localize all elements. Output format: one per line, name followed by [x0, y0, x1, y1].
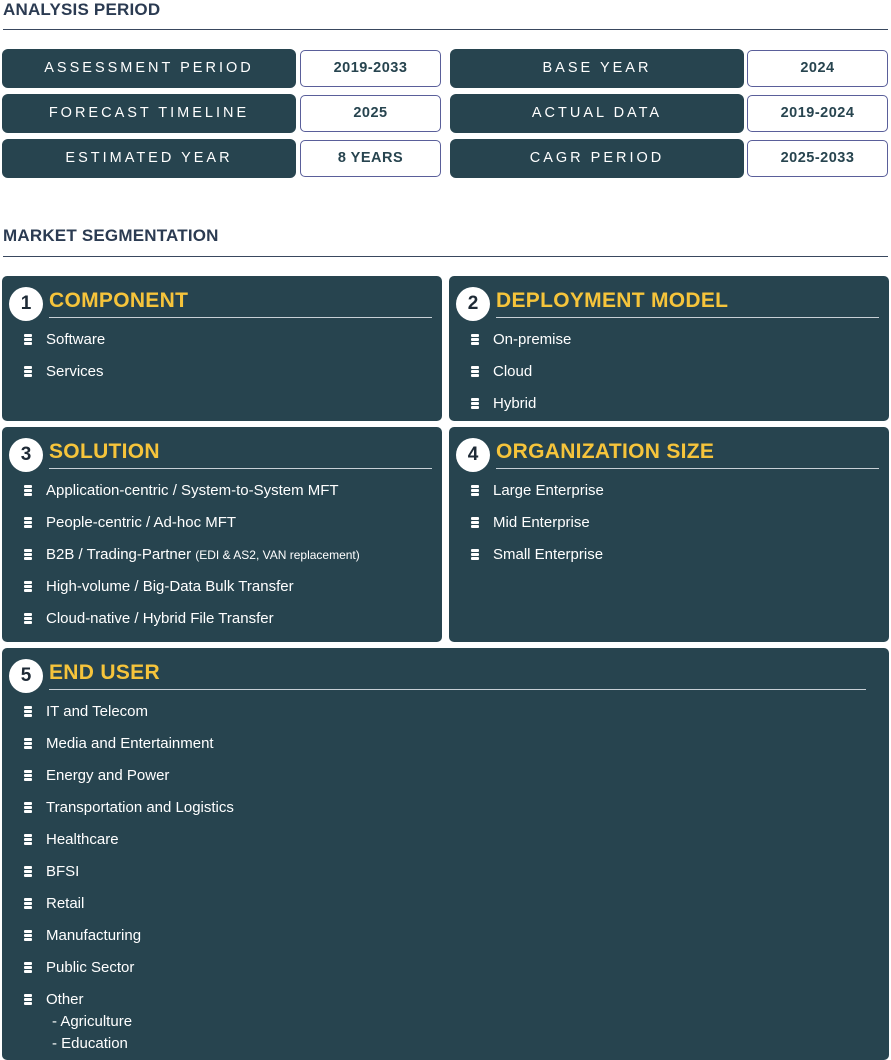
database-icon — [24, 962, 32, 972]
list-item — [22, 861, 234, 893]
database-icon — [24, 802, 32, 812]
estimated-year-value: 8 YEARS — [300, 140, 441, 177]
segment-list — [22, 701, 234, 1055]
list-item-label: Cloud-native / Hybrid File Transfer — [46, 610, 274, 627]
period-row — [2, 94, 890, 133]
list-item-label: Services — [46, 363, 104, 380]
list-item — [469, 480, 604, 512]
segment-list — [22, 329, 105, 393]
segment-component-panel — [2, 276, 442, 421]
database-icon — [24, 738, 32, 748]
market-segmentation-title: MARKET SEGMENTATION — [3, 226, 219, 245]
list-item — [22, 480, 360, 512]
list-item-label: Large Enterprise — [493, 482, 604, 499]
divider — [3, 29, 888, 30]
list-item — [22, 893, 234, 925]
list-subitem: - Education — [52, 1035, 128, 1052]
database-icon — [24, 334, 32, 344]
segment-divider — [496, 317, 879, 318]
segment-divider — [496, 468, 879, 469]
list-item-label: Application-centric / System-to-System MFT — [46, 482, 339, 499]
database-icon — [471, 485, 479, 495]
list-item-note: (EDI & AS2, VAN replacement) — [195, 548, 360, 562]
list-item-label: Public Sector — [46, 959, 135, 976]
list-item-label: Healthcare — [46, 831, 119, 848]
assessment-period-value: 2019-2033 — [300, 50, 441, 87]
list-item-label: On-premise — [493, 331, 572, 348]
analysis-period-title: ANALYSIS PERIOD — [3, 0, 161, 19]
list-item — [22, 797, 234, 829]
database-icon — [24, 834, 32, 844]
segment-deployment-model-panel — [449, 276, 889, 421]
database-icon — [24, 770, 32, 780]
database-icon — [24, 706, 32, 716]
list-item-label: Energy and Power — [46, 767, 170, 784]
period-row — [2, 139, 890, 178]
list-item — [22, 829, 234, 861]
list-item — [469, 512, 604, 544]
database-icon — [24, 581, 32, 591]
segment-title: COMPONENT — [49, 289, 189, 312]
list-item — [22, 512, 360, 544]
list-item — [22, 576, 360, 608]
database-icon — [24, 866, 32, 876]
list-item-label: B2B / Trading-Partner — [46, 546, 192, 563]
list-item-label: BFSI — [46, 863, 80, 880]
segment-title: SOLUTION — [49, 440, 160, 463]
segment-organization-size-panel — [449, 427, 889, 642]
segment-title: DEPLOYMENT MODEL — [496, 289, 729, 312]
list-item — [469, 393, 571, 425]
segment-number-badge: 3 — [9, 438, 43, 472]
segment-end-user-panel — [2, 648, 889, 1060]
segment-list — [22, 480, 360, 640]
list-item-label: Media and Entertainment — [46, 735, 214, 752]
database-icon — [471, 334, 479, 344]
list-item — [22, 361, 105, 393]
forecast-timeline-value: 2025 — [300, 95, 441, 132]
divider — [3, 256, 888, 257]
database-icon — [24, 994, 32, 1004]
period-row — [2, 49, 890, 88]
actual-data-label: ACTUAL DATA — [450, 94, 744, 133]
segment-divider — [49, 468, 432, 469]
segment-number-badge: 4 — [456, 438, 490, 472]
database-icon — [24, 517, 32, 527]
segment-list — [469, 480, 604, 576]
list-item-label: Cloud — [493, 363, 533, 380]
list-item-label: Hybrid — [493, 395, 537, 412]
list-item-label: People-centric / Ad-hoc MFT — [46, 514, 237, 531]
list-subitem: - Agriculture — [52, 1013, 133, 1030]
estimated-year-label: ESTIMATED YEAR — [2, 139, 296, 178]
segment-solution-panel — [2, 427, 442, 642]
segment-divider — [49, 317, 432, 318]
database-icon — [24, 898, 32, 908]
list-item-label: Manufacturing — [46, 927, 142, 944]
list-item-label: IT and Telecom — [46, 703, 149, 720]
segment-title: ORGANIZATION SIZE — [496, 440, 715, 463]
database-icon — [24, 613, 32, 623]
segment-divider — [49, 689, 866, 690]
list-item-label: Software — [46, 331, 106, 348]
forecast-timeline-label: FORECAST TIMELINE — [2, 94, 296, 133]
list-item — [22, 925, 234, 957]
actual-data-value: 2019-2024 — [747, 95, 888, 132]
database-icon — [24, 930, 32, 940]
database-icon — [24, 485, 32, 495]
database-icon — [24, 366, 32, 376]
list-item — [22, 544, 360, 576]
database-icon — [471, 549, 479, 559]
base-year-value: 2024 — [747, 50, 888, 87]
list-item-label: Transportation and Logistics — [46, 799, 234, 816]
list-item-label: Retail — [46, 895, 85, 912]
database-icon — [24, 549, 32, 559]
database-icon — [471, 366, 479, 376]
cagr-period-value: 2025-2033 — [747, 140, 888, 177]
list-item — [469, 544, 604, 576]
list-item-label: Small Enterprise — [493, 546, 604, 563]
list-item — [22, 733, 234, 765]
list-item-label: High-volume / Big-Data Bulk Transfer — [46, 578, 294, 595]
list-item — [22, 608, 360, 640]
database-icon — [471, 517, 479, 527]
list-item — [469, 329, 571, 361]
list-item-label: Other — [46, 991, 84, 1008]
list-item — [22, 329, 105, 361]
list-item — [469, 361, 571, 393]
base-year-label: BASE YEAR — [450, 49, 744, 88]
list-item — [22, 701, 234, 733]
list-item — [22, 989, 234, 1011]
list-item — [22, 765, 234, 797]
segment-number-badge: 2 — [456, 287, 490, 321]
segment-number-badge: 5 — [9, 659, 43, 693]
assessment-period-label: ASSESSMENT PERIOD — [2, 49, 296, 88]
segment-title: END USER — [49, 661, 160, 684]
segment-number-badge: 1 — [9, 287, 43, 321]
list-item — [22, 957, 234, 989]
list-item-label: Mid Enterprise — [493, 514, 590, 531]
segment-list — [469, 329, 571, 425]
database-icon — [471, 398, 479, 408]
cagr-period-label: CAGR PERIOD — [450, 139, 744, 178]
